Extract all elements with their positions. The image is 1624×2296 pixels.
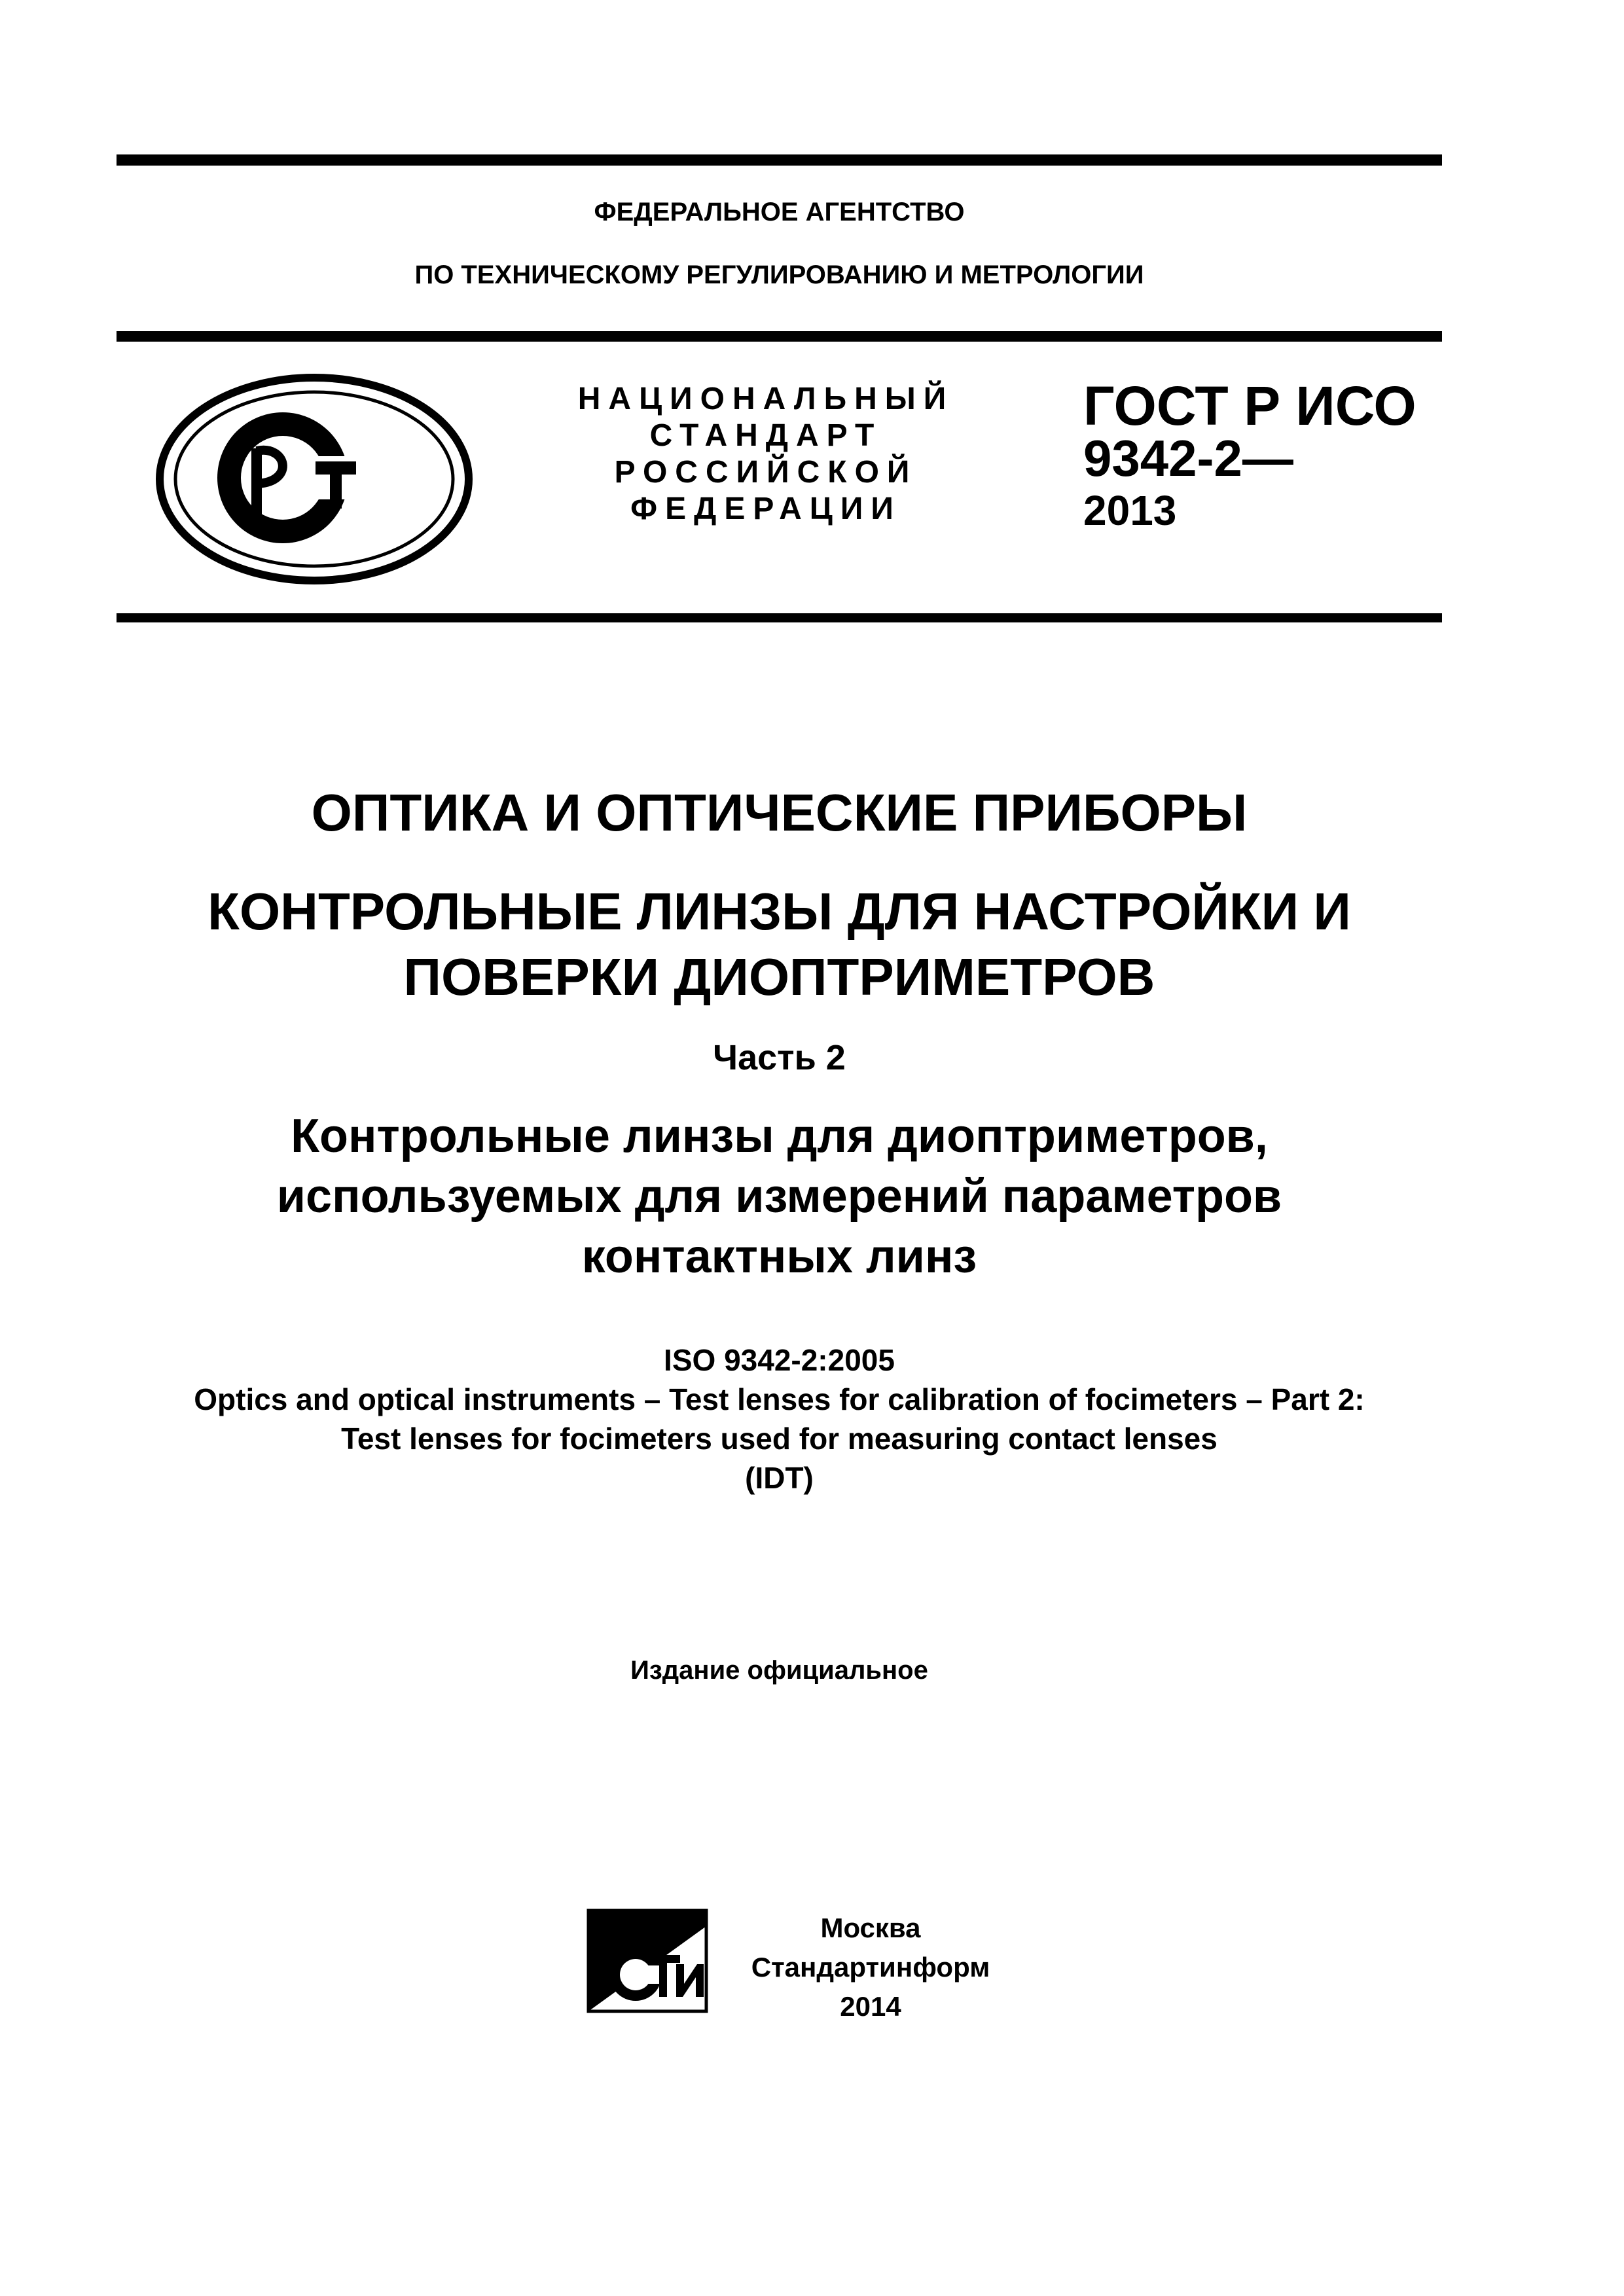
part-title (79, 1106, 1480, 1287)
publication-year: 2014 (840, 1991, 901, 2022)
subtitle (79, 879, 1480, 1010)
publisher-city: Москва (820, 1912, 921, 1943)
rst-logo-icon (152, 371, 479, 587)
publisher-block (740, 1909, 1001, 2026)
part-title-line1: Контрольные линзы для диоптриметров, (291, 1110, 1268, 1162)
iso-title-line2: Test lenses for focimeters used for measuring contact lenses (341, 1422, 1218, 1456)
edition-label: Издание официальное (630, 1656, 928, 1685)
iso-idt: (IDT) (745, 1461, 814, 1495)
header-rule (117, 331, 1442, 342)
agency-name-line2: ПО ТЕХНИЧЕСКОМУ РЕГУЛИРОВАНИЮ И МЕТРОЛОГИИ (414, 260, 1144, 289)
standard-type (563, 381, 969, 528)
standard-type-line1: НАЦИОНАЛЬНЫЙ (577, 382, 954, 416)
standartinform-logo-icon (585, 1907, 710, 2015)
main-title: ОПТИКА И ОПТИЧЕСКИЕ ПРИБОРЫ (311, 783, 1248, 842)
publisher-name: Стандартинформ (751, 1952, 990, 1982)
iso-reference (79, 1340, 1480, 1498)
subtitle-line1: КОНТРОЛЬНЫЕ ЛИНЗЫ ДЛЯ НАСТРОЙКИ И (208, 882, 1351, 941)
designation-line1: ГОСТ Р ИСО (1083, 375, 1416, 437)
designation-line2: 9342-2— (1083, 429, 1293, 487)
iso-code: ISO 9342-2:2005 (664, 1343, 895, 1377)
standard-type-line4: ФЕДЕРАЦИИ (630, 492, 901, 526)
part-number: Часть 2 (713, 1038, 846, 1077)
part-title-line3: контактных линз (581, 1230, 977, 1283)
top-rule (117, 154, 1442, 166)
part-title-line2: используемых для измерений параметров (276, 1170, 1282, 1223)
agency-name-line1: ФЕДЕРАЛЬНОЕ АГЕНТСТВО (594, 198, 965, 226)
standard-type-line3: РОССИЙСКОЙ (614, 455, 918, 490)
header-bottom-rule (117, 613, 1442, 622)
iso-title-line1: Optics and optical instruments – Test lenses for calibration of focimeters – Part 2: (194, 1382, 1365, 1416)
standard-designation (1083, 375, 1416, 537)
subtitle-line2: ПОВЕРКИ ДИОПТРИМЕТРОВ (403, 948, 1155, 1006)
standard-type-line2: СТАНДАРТ (649, 418, 882, 453)
designation-line3: 2013 (1083, 487, 1177, 534)
